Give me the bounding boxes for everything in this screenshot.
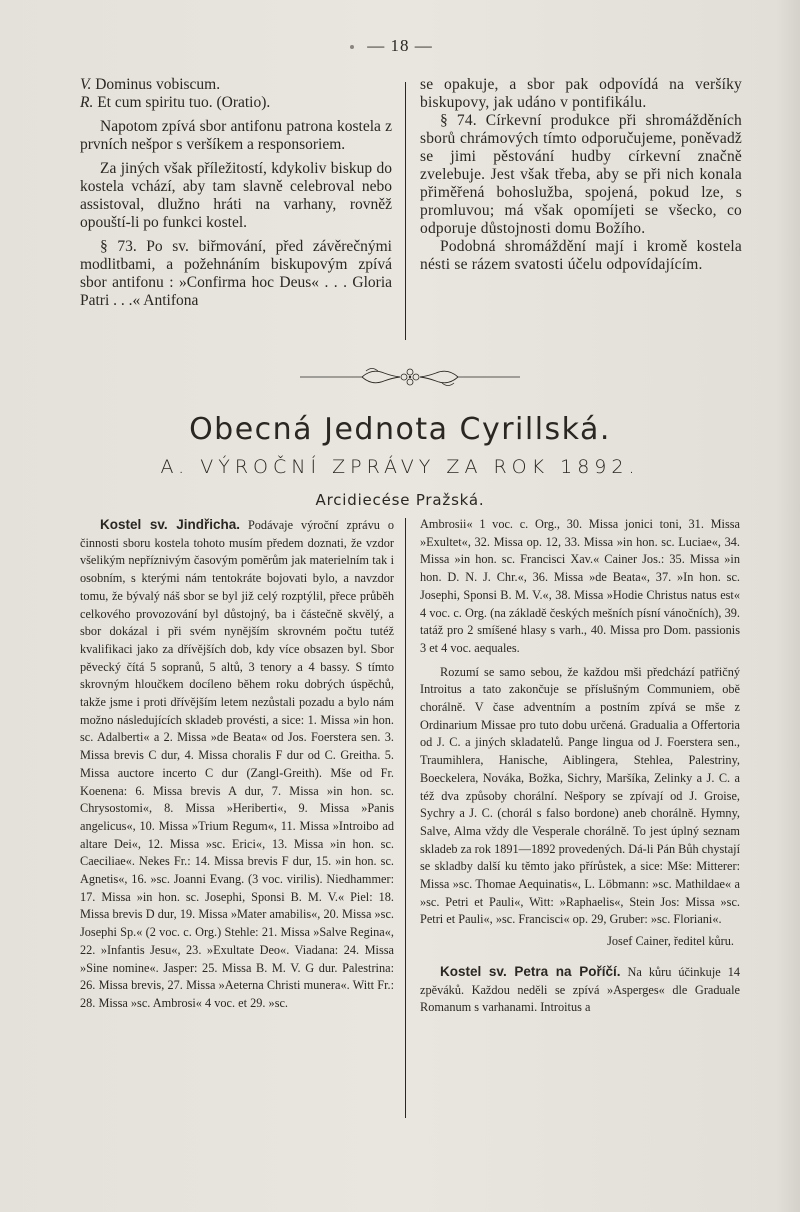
- paragraph: Ambrosii« 1 voc. c. Org., 30. Missa jonici toni, 31. Missa »Exultet«, 32. Missa op. 12, 33. Missa »in hon. sc. Luciae«, 34. Missa »in hon. sc. Francisci Xav.« Cainer Jos.: 35. Missa »in hon. D. N. J. Chr.«, 36. Missa »de Beata«, 37. »In hon. sc. Josephi, Sponsi B. M. V.«, 38. Missa »Hodie Christus natus est« 4 voc. c. Org. (na základě českých mešních písní vánočních), 39. tatáž pro 2 smíšené hlasy s varh., 40. Missa pro Dom. passionis 3 et 4 voc. aequales.: [420, 517, 740, 655]
- paragraph: Napotom zpívá sbor antifonu patrona kostela z prvních nešpor s veršíkem a responsoriem.: [80, 118, 392, 153]
- church-name: Kostel sv. Petra na Poříčí.: [440, 963, 621, 979]
- ink-spot: [350, 45, 354, 49]
- signature: Josef Cainer, ředitel kůru.: [607, 934, 734, 949]
- column-divider-bottom: [405, 518, 406, 1118]
- column-divider-top: [405, 82, 406, 340]
- page-number: [0, 36, 800, 56]
- paragraph-74: § 74. Církevní produkce při shromážděních sborů chrámových tímto odporučujeme, poněvadž se jimi pěstování hudby církevní značně zvelebuje. Jest však třeba, aby se při nich konala přiměřená bohoslužba, spojená, pokud lze, s promluvou; má však opomíjeti se všecko, co odporuje důstojnosti domu Božího.: [420, 112, 742, 237]
- report-text: Podávaje výroční zprávu o činnosti sboru kostela tohoto musím předem doznati, že vzdor všelikým nepříznivým časovým poměrům jak materielním tak i osobním, s kterými nám tentokráte bojovati bylo, a navzdor tomu, že bývalý náš sbor se byl již celý rozptýlil, přece průběh celkového provozování byl důstojný, ba i částečně skvělý, a sbor dokázal i při svém nynějším skrovném počtu tutéž kvalifikaci jako za dřívějších dob, kdy více obsazen byl. Sbor pěvecký čítá 5 sopranů, 5 altů, 3 tenory a 4 bassy. S tímto skrovným hloučkem docíleno během roku dobrých úspěchů, takže jsme i proti dřívějším letem nezůstali pozadu a bylo nám možno následujících skladeb provésti, a sice: 1. Missa »in hon. sc. Adalberti« a 2. Missa »de Beata« od Jos. Foerstera sen. 3. Missa brevis C dur, 4. Missa choralis F dur od C. Greitha. 5. Missa auctore incerto C dur (Zangl-Greith). Mše od Fr. Koenena: 6. Missa brevis A dur, 7. Missa »in hon. sc. Chrysostomi«, 8. Missa »Heriberti«, 9. Missa »Panis angelicus«, 10. Missa »Trium Regum«, 11. Missa »Introibo ad altare Dei«, 12. Missa »sc. Erici«, 13. Missa »in hon. sc. Caeciliae«. Nekes Fr.: 14. Missa brevis F dur, 15. »in hon. sc. Agnetis«, 16. »sc. Joanni Evang. (3 voc. virilis). Niedhammer: 17. Missa »in hon. sc. Josephi, Sponsi B. M. V.« Piel: 18. Missa brevis D dur, 19. Missa »Mater amabilis«, 20. Missa »sc. Josephi Sp.« (2 voc. c. Org.) Stehle: 21. Missa »Salve Regina«, 22. »Infantis Jesu«, 23. »Exultate Deo«. Viadana: 24. Missa »Sine nomine«. Jasper: 25. Missa B. M. V. G dur. Palestrina: 26. Missa brevis, 27. Missa »Aeterna Christi munera«. Witt Fr.: 28. Missa »sc. Ambrosi« 4 voc. et 29. »sc.: [80, 518, 394, 1010]
- paragraph-73: § 73. Po sv. biřmování, před závěrečnými modlitbami, a požehnáním biskupovým zpívá sbor antifonu : »Confirma hoc Deus« . . . Gloria Patri . . .« Antifona: [80, 238, 392, 309]
- versicle-text: Dominus vobiscum.: [91, 76, 221, 93]
- bottom-left-column: [80, 516, 394, 1013]
- subtitle: A. VÝROČNÍ ZPRÁVY ZA ROK 1892.: [160, 456, 640, 478]
- church-report-jindrich: [80, 516, 394, 1013]
- section-heading: Arcidiecése Pražská.: [315, 491, 485, 509]
- top-left-column: [80, 76, 392, 310]
- paragraph: Podobná shromáždění mají i kromě kostela nésti se rázem svatosti účelu odpovídajícím.: [420, 238, 742, 273]
- paragraph: Rozumí se samo sebou, že každou mši předchází patřičný Introitus a tato zakončuje se příslušným Communiem, obě chorálně. V čase adventním a postním zpívá se mše z Ordinarium Missae pro tuto dobu určená. Gradualia a Offertoria od J. C. a jiných skladatelů. Pange lingua od J. Foerstera sen., Traumihlera, Hanische, Aiblingera, Stehlea, Palestriny, Boeckelera, Nováka, Božka, Sichry, Maršíka, Zelinky a J. C. a též dva způsoby chorální. Nešpory se zpívají od J. Groise, Sychry a J. C. (chorál s falso bordone) aneb chorálně. Hymny, Salve, Alma vždy dle Vesperale chorálně. To jest úplný seznam skladeb za rok 1891—1892 provedených. Dá-li Pán Bůh chystají se skladby další ku těmto jako přírůstek, a sice: Mše: Mitterer: Missa »sc. Thomae Aequinatis«, L. Löbmann: »sc. Mathildae« a »sc. Petri et Pauli«, Witt: »Raphaelis«, Stein Jos: Missa »sc. Petri et Pauli«, »sc. Francisci« op. 29, Gruber: »sc. Floriani«.: [420, 664, 740, 927]
- versicle: [80, 76, 392, 94]
- paragraph: se opakuje, a sbor pak odpovídá na veršíky biskupovy, jak udáno v pontifikálu.: [420, 76, 742, 111]
- top-right-column: [420, 76, 742, 274]
- main-title: Obecná Jednota Cyrillská.: [189, 412, 611, 447]
- response-text: Et cum spiritu tuo. (Oratio).: [93, 94, 271, 111]
- response-label: R.: [80, 94, 94, 111]
- report-text: Na kůru účinkuje 14 zpěváků. Každou neděli se zpívá »Asperges« dle Graduale Romanum s varhanami. Introitus a: [420, 964, 740, 1015]
- church-report-petr: [420, 963, 740, 1017]
- versicle-label: V.: [80, 76, 92, 93]
- page-number-text: — 18 —: [367, 36, 433, 55]
- response: [80, 94, 392, 112]
- ornament-divider-icon: [300, 362, 520, 392]
- church-name: Kostel sv. Jindřicha.: [100, 517, 241, 532]
- bottom-right-column: [420, 516, 740, 1017]
- paragraph: Za jiných však příležitostí, kdykoliv biskup do kostela vchází, aby tam slavně celebroval nebo assistoval, dlužno hráti na varhany, rovněž opouští-li po funkci kostel.: [80, 160, 392, 231]
